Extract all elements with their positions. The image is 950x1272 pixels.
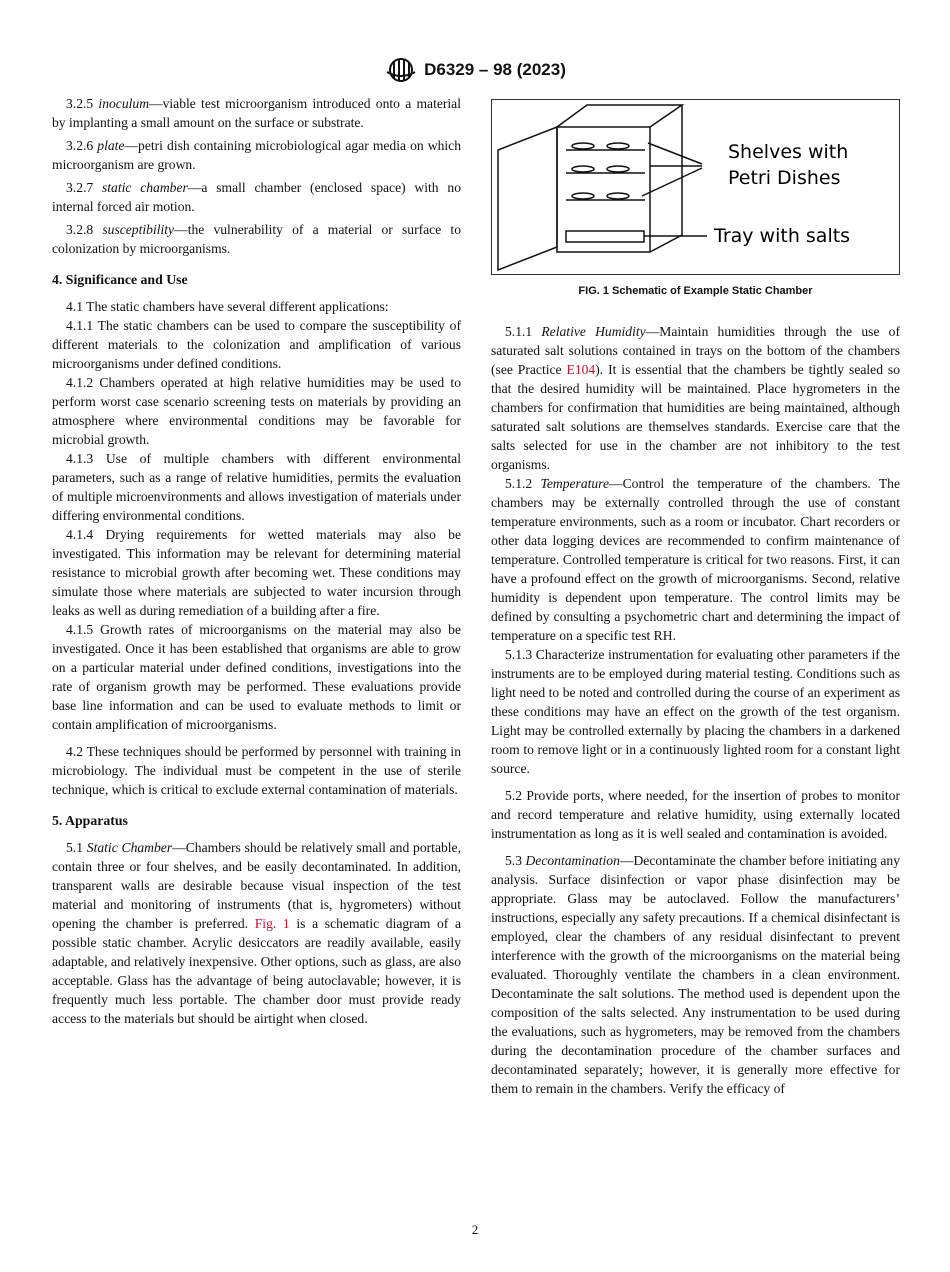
term: plate (97, 138, 125, 153)
astm-logo-icon (384, 56, 418, 84)
paragraph-text: —a small chamber (enclosed space) with no internal forced air motion. (52, 180, 461, 214)
figure-label-shelves-1: Shelves with (728, 141, 849, 163)
paragraph-text: 3.2.6 (66, 138, 98, 153)
document-designation: D6329 – 98 (2023) (424, 60, 566, 79)
paragraph-text: is a schematic diagram of a possible static chamber. Acrylic desiccators are readily available, easily adaptable, and relatively inexpensive. Other options, such as glass, are also acceptable. Glass has the advantage of being autoclavable; however, it is frequently much less portable. The chamber door must provide ready access to the materials but should be airtight when closed. (52, 916, 461, 1026)
paragraph-text: 5.1 (66, 840, 87, 855)
paragraph-text: —petri dish containing microbiological agar media on which microorganism are grown. (52, 138, 461, 172)
figure-label-tray: Tray with salts (714, 225, 851, 247)
figure-caption: FIG. 1 Schematic of Example Static Chamber (578, 285, 813, 297)
paragraph-text: 3.2.7 (66, 180, 102, 195)
paragraph-text: 5.2 Provide ports, where needed, for the insertion of probes to monitor and record temperature and relative humidity, using externally located instrumentation as long as it is well sealed and contamination is avoided. (491, 788, 900, 841)
reference-link[interactable]: Fig. 1 (254, 916, 290, 931)
paragraph-text: 4.1.4 Drying requirements for wetted materials may also be investigated. This information may be relevant for determining material resistance to microbial growth after becoming wet. These conditions may simulate those where materials are subjected to water incursion through leaks as well as during remediation of a building after a fire. (52, 527, 461, 618)
paragraph-text: —the vulnerability of a material or surface to colonization by microorganisms. (52, 222, 461, 256)
paragraph (491, 786, 900, 843)
term: Static Chamber (86, 840, 173, 855)
paragraph-text: 4.1.1 The static chambers can be used to compare the susceptibility of different materials to the colonization and amplification of various microorganisms under defined conditions. (52, 318, 461, 371)
paragraph-text: 5.1.2 (505, 476, 541, 491)
paragraph-text: 3.2.8 (66, 222, 103, 237)
paragraph (52, 94, 461, 132)
paragraph (52, 838, 461, 1028)
paragraph-text: —Control the temperature of the chambers. The chambers may be externally controlled through the use of constant temperature environments, such as a room or incubator. Chart recorders or other data logging devices are recommended to confirm maintenance of temperature. Controlled temperature is critical for two reasons. First, it can have a profound effect on the growth of microorganisms. Second, relative humidity is dependent upon temperature. The control limits may be defined by consulting a psychometric chart and determining the impact of temperature on a specific test RH. (491, 476, 900, 643)
paragraph-text: 4.1 The static chambers have several different applications: (66, 299, 389, 314)
page-number: 2 (471, 1222, 479, 1237)
paragraph-text: 5.3 (505, 853, 526, 868)
right-column (491, 322, 900, 1098)
paragraph (52, 220, 461, 258)
section-heading: 5. Apparatus (52, 813, 128, 828)
chamber-schematic (492, 100, 901, 276)
paragraph-text: 3.2.5 (66, 96, 99, 111)
term: Relative Humidity (541, 324, 646, 339)
term: susceptibility (102, 222, 175, 237)
paragraph (491, 474, 900, 645)
paragraph-text: —Chambers should be relatively small and portable, contain three or four shelves, and be easily decontaminated. In addition, transparent walls are desirable because visual inspection of the test material and monitoring of instruments (that is, hygrometers) without opening the chamber is preferred. (52, 840, 461, 931)
term: inoculum (98, 96, 150, 111)
paragraph-text: —Maintain humidities through the use of saturated salt solutions contained in trays on the bottom of the chambers (see Practice (491, 324, 900, 377)
section-heading: 4. Significance and Use (52, 272, 188, 287)
paragraph-text: 4.1.5 Growth rates of microorganisms on the material may also be investigated. Once it has been established that organisms are able to grow on a particular material under defined conditions, investigations into the rate of organism growth may be performed. These evaluations provide base line information and can be used to evaluate methods to limit or contain amplification of microorganisms. (52, 622, 461, 732)
paragraph (491, 851, 900, 1098)
left-column (52, 94, 461, 1028)
paragraph-text: 5.1.3 Characterize instrumentation for evaluating other parameters if the instruments are to be employed during material testing. Conditions such as light need to be noted and controlled during the course of an experiment as these conditions may have an effect on the growth of the test organism. Light may be controlled externally by placing the chambers in a darkened room to remove light or in a continuously lighted room for a constant light source. (491, 647, 900, 776)
paragraph (52, 449, 461, 525)
paragraph (52, 373, 461, 449)
figure-label-shelves-2: Petri Dishes (728, 167, 841, 189)
paragraph (52, 316, 461, 373)
page-header (0, 56, 950, 84)
paragraph (52, 297, 461, 316)
paragraph (52, 742, 461, 799)
term: Temperature (540, 476, 610, 491)
figure-static-chamber (491, 99, 900, 275)
paragraph-text: ). It is essential that the chambers be tightly sealed so that the desired humidity will be maintained. Place hygrometers in the chambers for confirmation that humidities are being maintained, although saturated salt solutions are themselves standards. Exercise care that the salts selected for use in the chamber are not inhibitory to the test organisms. (491, 362, 900, 472)
paragraph-text: 4.1.2 Chambers operated at high relative humidities may be used to perform worst case scenario screening tests on materials by providing an atmosphere where environmental conditions may be favorable for microbial growth. (52, 375, 461, 447)
reference-link[interactable]: E104 (566, 362, 596, 377)
paragraph-text: —viable test microorganism introduced onto a material by implanting a small amount on the surface or substrate. (52, 96, 461, 130)
paragraph (491, 645, 900, 778)
paragraph (52, 136, 461, 174)
paragraph (52, 525, 461, 620)
term: Decontamination (525, 853, 620, 868)
paragraph-text: —Decontaminate the chamber before initiating any analysis. Surface disinfection or vapor phase disinfection may be appropriate. Glass may be autoclaved. Follow the manufacturers’ instructions, especially any safety precautions. If a chemical disinfectant is employed, clear the chambers of any residual disinfectant to prevent interference with the growth of the microorganisms on the material being evaluated. Thoroughly ventilate the chambers in a clean environment. Decontaminate the salt solutions. The method used is dependent upon the composition of the salts selected. Any instrumentation to be used during the evaluations, such as hygrometers, may be removed from the chambers during the decontamination procedure of the chamber surfaces and decontaminated separately; however, it is generally more effective for them to remain in the chambers. Verify the efficacy of (491, 853, 900, 1096)
paragraph (52, 620, 461, 734)
paragraph (52, 178, 461, 216)
paragraph (491, 322, 900, 474)
term: static chamber (101, 180, 188, 195)
paragraph-text: 4.1.3 Use of multiple chambers with different environmental parameters, such as a range of relative humidities, permits the evaluation of multiple microenvironments and allows investigation of materials under differing environmental conditions. (52, 451, 461, 523)
paragraph-text: 4.2 These techniques should be performed by personnel with training in microbiology. The individual must be competent in the use of sterile technique, which is critical to exclude external contamination of materials. (52, 744, 461, 797)
paragraph-text: 5.1.1 (505, 324, 542, 339)
